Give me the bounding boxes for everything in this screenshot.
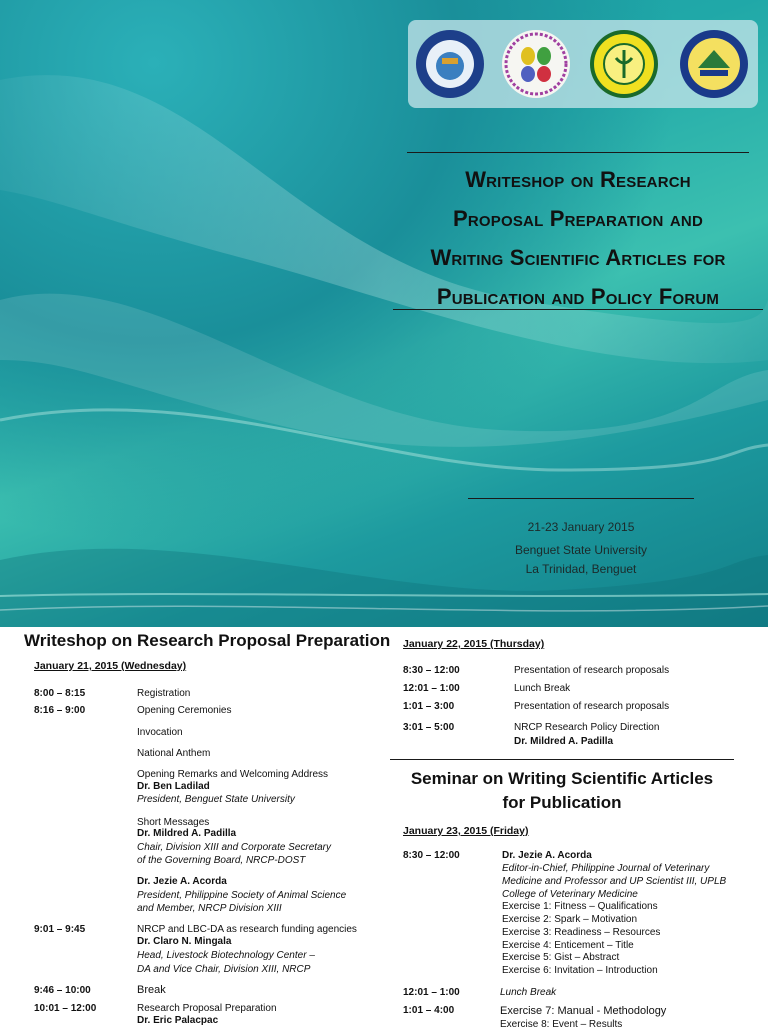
title-line: Writing Scientific Articles for xyxy=(430,245,726,270)
title-bottom-rule xyxy=(393,309,763,310)
event-location: La Trinidad, Benguet xyxy=(525,562,637,576)
time-slot: 1:01 – 3:00 xyxy=(403,701,455,712)
activity: Break xyxy=(137,984,166,996)
speaker: Dr. Ben Ladilad xyxy=(137,781,210,792)
time-slot: 8:00 – 8:15 xyxy=(34,688,86,699)
nrcp-seal-icon xyxy=(414,28,486,100)
title-top-rule xyxy=(407,152,749,153)
event-venue: Benguet State University xyxy=(514,543,648,557)
activity: Presentation of research proposals xyxy=(514,701,670,712)
exercise: Exercise 4: Enticement – Title xyxy=(502,940,634,951)
activity: National Anthem xyxy=(137,748,211,759)
activity: Invocation xyxy=(137,727,183,738)
activity: NRCP Research Policy Direction xyxy=(514,722,660,733)
speaker: Dr. Jezie A. Acorda xyxy=(137,876,227,887)
time-slot: 12:01 – 1:00 xyxy=(403,683,460,694)
speaker-role: of the Governing Board, NRCP-DOST xyxy=(137,855,306,866)
event-date: 21-23 January 2015 xyxy=(527,520,635,534)
speaker-role: Head, Livestock Biotechnology Center – xyxy=(137,950,315,961)
activity: Opening Ceremonies xyxy=(137,705,232,716)
activity: Registration xyxy=(137,688,191,699)
speaker: Dr. Eric Palacpac xyxy=(137,1015,219,1026)
title-line: Publication and Policy Forum xyxy=(436,284,720,309)
writeshop-heading: Writeshop on Research Proposal Preparation xyxy=(24,631,391,650)
exercise: Exercise 6: Invitation – Introduction xyxy=(502,965,658,976)
title-line: Writeshop on Research xyxy=(465,167,691,192)
speaker-role: DA and Vice Chair, Division XIII, NRCP xyxy=(137,964,311,975)
activity: Exercise 7: Manual - Methodology xyxy=(500,1005,667,1017)
exercise: Exercise 2: Spark – Motivation xyxy=(502,914,638,925)
psas-seal-icon xyxy=(588,28,660,100)
event-info xyxy=(468,518,694,579)
speaker-role: Medicine and Professor and UP Scientist III, UPLB xyxy=(502,876,727,887)
day3-date: January 23, 2015 (Friday) xyxy=(403,825,529,837)
activity: Presentation of research proposals xyxy=(514,665,670,676)
exercise: Exercise 5: Gist – Abstract xyxy=(502,952,620,963)
lbc-logo-icon xyxy=(500,28,572,100)
activity: Research Proposal Preparation xyxy=(137,1003,277,1014)
speaker-role: College of Veterinary Medicine xyxy=(502,889,638,900)
day1-date: January 21, 2015 (Wednesday) xyxy=(34,660,187,672)
exercise: Exercise 1: Fitness – Qualifications xyxy=(502,901,658,912)
speaker-role: Chair, Division XIII and Corporate Secretary xyxy=(137,842,331,853)
time-slot: 10:01 – 12:00 xyxy=(34,1003,97,1014)
activity: Lunch Break xyxy=(514,683,571,694)
speaker: Dr. Jezie A. Acorda xyxy=(502,850,592,861)
exercise: Exercise 3: Readiness – Resources xyxy=(502,927,661,938)
activity: Lunch Break xyxy=(500,987,557,998)
time-slot: 8:16 – 9:00 xyxy=(34,705,86,716)
speaker: Dr. Claro N. Mingala xyxy=(137,936,232,947)
activity: Opening Remarks and Welcoming Address xyxy=(137,769,329,780)
time-slot: 8:30 – 12:00 xyxy=(403,850,460,861)
day2-date: January 22, 2015 (Thursday) xyxy=(403,638,545,650)
title-line: Proposal Preparation and xyxy=(453,206,703,231)
speaker-role: and Member, NRCP Division XIII xyxy=(137,903,282,914)
speaker: Dr. Mildred A. Padilla xyxy=(137,828,237,839)
time-slot: 8:30 – 12:00 xyxy=(403,665,460,676)
bsu-seal-icon xyxy=(678,28,750,100)
speaker-role: President, Benguet State University xyxy=(137,794,295,805)
seminar-heading-line1: Seminar on Writing Scientific Articles xyxy=(410,769,714,788)
section-rule xyxy=(390,759,734,760)
time-slot: 1:01 – 4:00 xyxy=(403,1005,455,1016)
seminar-heading-line2: for Publication xyxy=(502,793,622,812)
speaker-role: President, Philippine Society of Animal Science xyxy=(137,890,347,901)
cover-title xyxy=(400,160,756,316)
info-rule xyxy=(468,498,694,499)
activity: NRCP and LBC-DA as research funding agencies xyxy=(137,924,357,935)
activity: Short Messages xyxy=(137,817,210,828)
time-slot: 3:01 – 5:00 xyxy=(403,722,455,733)
speaker: Dr. Mildred A. Padilla xyxy=(514,736,614,747)
speaker-role: Editor-in-Chief, Philippine Journal of Veterinary xyxy=(502,863,710,874)
time-slot: 12:01 – 1:00 xyxy=(403,987,460,998)
time-slot: 9:46 – 10:00 xyxy=(34,985,91,996)
time-slot: 9:01 – 9:45 xyxy=(34,924,86,935)
activity: Exercise 8: Event – Results xyxy=(500,1019,623,1030)
logo-strip xyxy=(408,20,758,108)
